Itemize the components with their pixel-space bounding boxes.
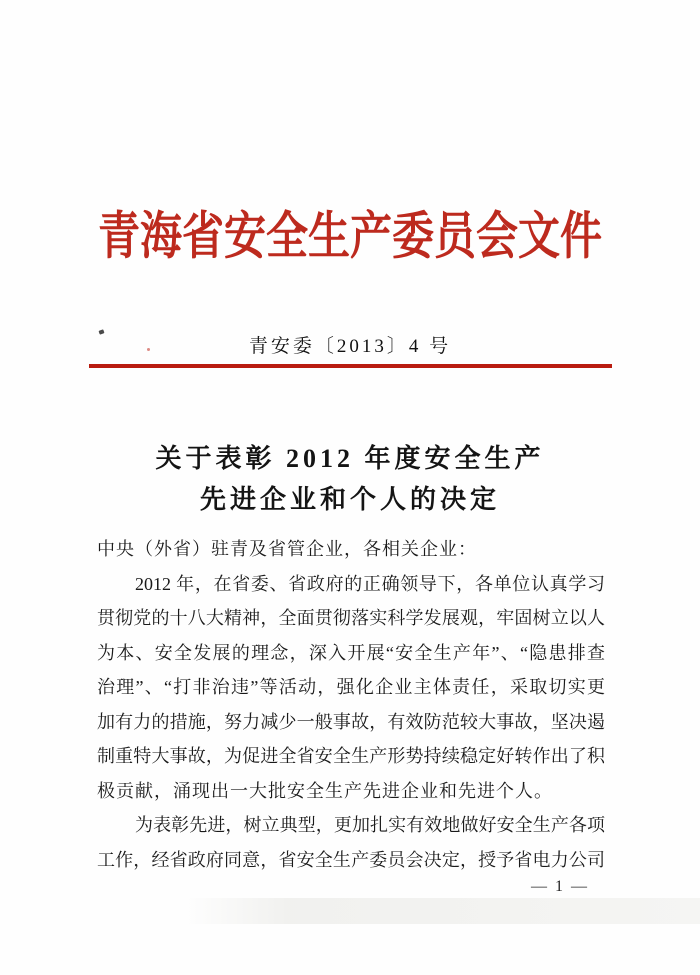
body-line: 为本、安全发展的理念，深入开展“安全生产年”、“隐患排查 <box>97 642 605 663</box>
body-line: 贯彻党的十八大精神，全面贯彻落实科学发展观，牢固树立以人 <box>97 608 605 628</box>
document-header-title: 青海省安全生产委员会文件 <box>97 209 602 266</box>
red-divider-line <box>89 364 612 368</box>
document-body <box>97 532 605 877</box>
body-line: 制重特大事故，为促进全省安全生产形势持续稳定好转作出了积 <box>97 746 605 766</box>
body-line-salutation: 中央（外省）驻青及省管企业，各相关企业： <box>97 539 477 559</box>
body-line: 2012 年，在省委、省政府的正确领导下，各单位认真学习 <box>135 573 605 594</box>
document-number: 青安委〔2013〕4 号 <box>248 336 452 357</box>
scan-speck-artifact <box>147 348 150 351</box>
body-line: 治理”、“打非治违”等活动，强化企业主体责任，采取切实更 <box>97 677 605 697</box>
document-title-line-1: 关于表彰 2012 年度安全生产 <box>155 444 545 473</box>
body-line: 工作，经省政府同意，省安全生产委员会决定，授予省电力公司 <box>97 849 605 870</box>
page-number: — 1 — <box>531 878 589 895</box>
body-line: 极贡献，涌现出一大批安全生产先进企业和先进个人。 <box>97 780 553 801</box>
body-line: 为表彰先进，树立典型，更加扎实有效地做好安全生产各项 <box>135 815 605 835</box>
body-line: 加有力的措施，努力减少一般事故，有效防范较大事故，坚决遏 <box>97 711 605 732</box>
scan-shadow-artifact <box>185 898 700 924</box>
document-title-line-2: 先进企业和个人的决定 <box>199 485 500 514</box>
